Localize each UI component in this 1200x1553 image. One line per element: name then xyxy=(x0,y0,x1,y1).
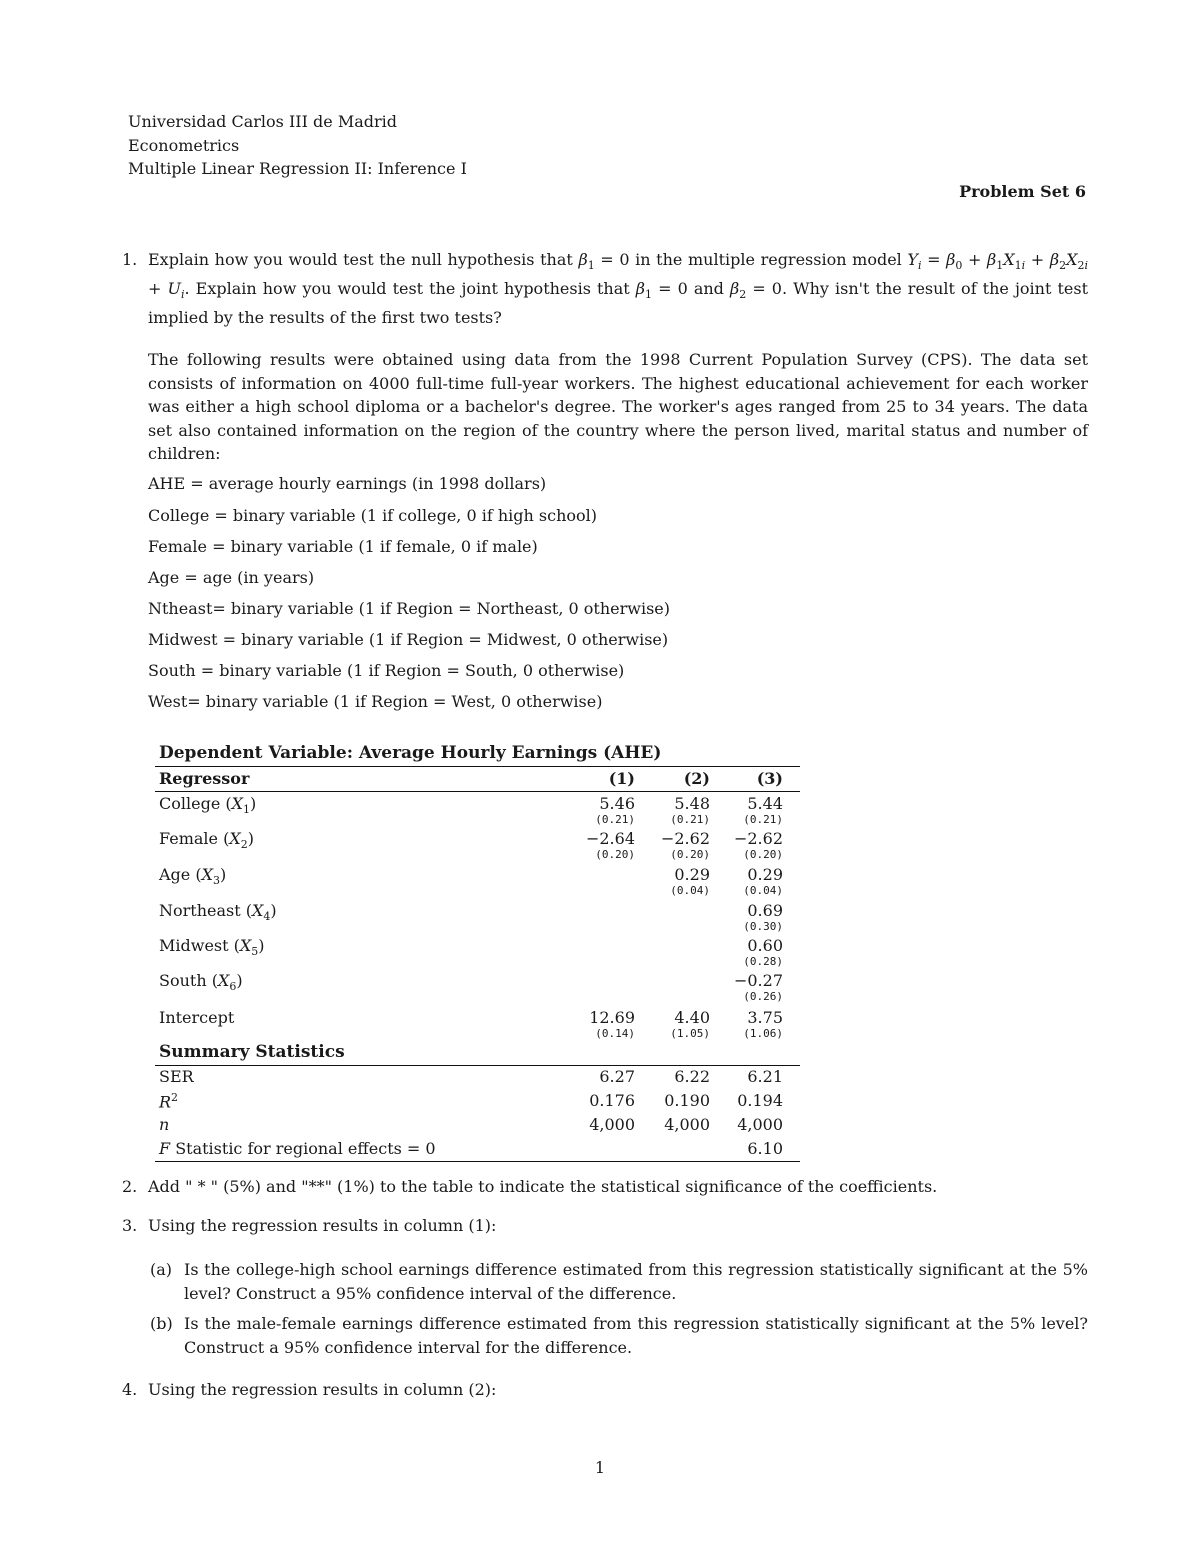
table-row: Intercept 12.69 (0.14) 4.40 (1.05) 3.75 (1.06) xyxy=(159,1008,783,1040)
variable-definition: AHE = average hourly earnings (in 1998 dollars) xyxy=(148,474,547,493)
table-row: Northeast $(X_4)$ 0.69 (0.30) xyxy=(159,901,783,933)
course-name: Econometrics xyxy=(128,136,240,155)
problem-set-title: Problem Set 6 xyxy=(959,182,1086,201)
data-description: The following results were obtained using data from the 1998 Current Population Survey (CPS). The data set consists of information on 4000 full-time full-year workers. The highest educational achievement for each worker was either a high school diploma or a bachelor's degree. The worker's ages ranged from 25 to 34 years. The data set also contained information on the region of the country where the person lived, marital status and number of children: xyxy=(148,350,1088,463)
column-header: Regressor xyxy=(159,769,250,788)
variable-definition: Female = binary variable (1 if female, 0 if male) xyxy=(148,537,538,556)
column-header: (3) xyxy=(756,769,783,788)
summary-row: SER 6.27 6.22 6.21 xyxy=(159,1067,783,1086)
summary-title: Summary Statistics xyxy=(159,1042,345,1062)
table-row: Age $(X_3)$ 0.29 (0.04) 0.29 (0.04) xyxy=(159,865,783,897)
summary-row: n 4,000 4,000 4,000 xyxy=(159,1115,783,1134)
question-number: 1. xyxy=(122,250,138,269)
table-header-row xyxy=(155,766,800,791)
summary-row: F Statistic for regional effects = 0 6.10 xyxy=(159,1139,783,1158)
topic-title: Multiple Linear Regression II: Inference I xyxy=(128,159,467,178)
question-3b: (b) Is the male-female earnings difference estimated from this regression statistically significant at the 5% level? Construct a 95% confidence interval for the difference. xyxy=(150,1314,1088,1357)
question-2 xyxy=(122,1175,1088,1198)
variable-definition: College = binary variable (1 if college, 0 if high school) xyxy=(148,506,597,525)
variable-definition: West= binary variable (1 if Region = West, 0 otherwise) xyxy=(148,692,603,711)
variable-definition: Ntheast= binary variable (1 if Region = Northeast, 0 otherwise) xyxy=(148,599,670,618)
question-text: Add " * " (5%) and "**" (1%) to the table to indicate the statistical significance of the coefficients. xyxy=(148,1177,938,1196)
table-row: Female $(X_2)$ −2.64 (0.20) −2.62 (0.20) −2.62 (0.20) xyxy=(159,829,783,861)
variable-definition: Midwest = binary variable (1 if Region = Midwest, 0 otherwise) xyxy=(148,630,669,649)
question-text: Using the regression results in column (1): xyxy=(148,1216,497,1235)
question-text: Using the regression results in column (2): xyxy=(148,1380,497,1399)
question-1 xyxy=(122,248,1088,329)
table-caption: Dependent Variable: Average Hourly Earnings (AHE) xyxy=(159,743,662,763)
question-3a: (a) Is the college-high school earnings difference estimated from this regression statistically significant at the 5% level? Construct a 95% confidence interval of the difference. xyxy=(150,1260,1088,1303)
question-text: Explain how you would test the null hypothesis that $\beta_1 = 0$ in the multiple regression model $Y_i = \beta_0 + \beta_1X_{1i} + \beta_2X_{2i} + U_i$. Explain how you would test the joint hypothesis that $\beta_1 = 0$ and $\beta_2 = 0$. Why isn't the result of the joint test implied by the results of the first two tests? xyxy=(148,250,1089,328)
question-number: 2. xyxy=(122,1177,138,1196)
university-name: Universidad Carlos III de Madrid xyxy=(128,112,397,131)
page-number: 1 xyxy=(594,1458,606,1477)
regression-table xyxy=(155,740,800,1162)
column-header: (1) xyxy=(608,769,635,788)
question-3 xyxy=(122,1214,1088,1237)
table-row: Midwest $(X_5)$ 0.60 (0.28) xyxy=(159,936,783,968)
variable-definition: Age = age (in years) xyxy=(148,568,315,587)
table-row: College $(X_1)$ 5.46 (0.21) 5.48 (0.21) 5.44 (0.21) xyxy=(159,794,783,826)
summary-row: $R^2$ 0.176 0.190 0.194 xyxy=(159,1091,783,1112)
question-number: 3. xyxy=(122,1216,138,1235)
question-number: 4. xyxy=(122,1380,138,1399)
variable-definition: South = binary variable (1 if Region = South, 0 otherwise) xyxy=(148,661,625,680)
column-header: (2) xyxy=(683,769,710,788)
summary-header-row xyxy=(155,1041,800,1065)
question-4 xyxy=(122,1378,1088,1401)
table-row: South $(X_6)$ −0.27 (0.26) xyxy=(159,971,783,1003)
